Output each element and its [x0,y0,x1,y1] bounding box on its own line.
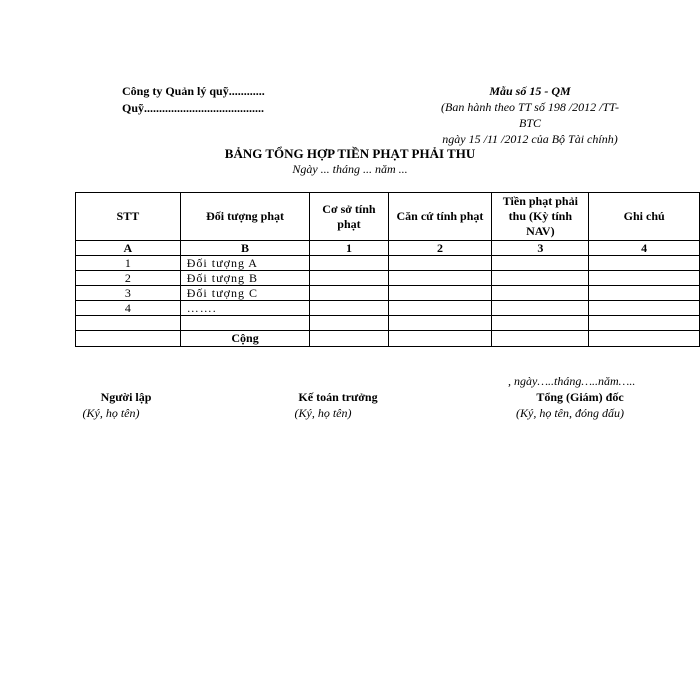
cell [492,301,589,316]
company-line: Công ty Quản lý quỹ............ [122,84,265,98]
cell [388,271,492,286]
row-stt [76,316,181,331]
index-cell: 3 [492,241,589,256]
cell [310,271,388,286]
row-object: Đối tượng A [180,256,310,271]
cell [76,331,181,347]
header-penalty-amount: Tiền phạt phải thu (Kỳ tính NAV) [492,193,589,241]
cell [589,301,700,316]
document-title: BẢNG TỔNG HỢP TIỀN PHẠT PHẢI THU [224,146,476,161]
cell [492,331,589,347]
accountant-block [268,389,408,421]
header-left [122,83,265,117]
row-stt: 3 [76,286,181,301]
issued-line-1: (Ban hành theo TT số 198 /2012 /TT-BTC [441,100,619,130]
table-index-row [76,241,700,256]
index-cell: B [180,241,310,256]
table-row [76,286,700,301]
cell [589,286,700,301]
cell [388,316,492,331]
table-total-row [76,331,700,347]
header-object: Đối tượng phạt [180,193,310,241]
table-header-row [76,193,700,241]
cell [310,256,388,271]
accountant-title: Kế toán trưởng [298,390,378,404]
fund-line: Quỹ........................................ [122,101,265,115]
row-object: Đối tượng C [180,286,310,301]
row-stt: 2 [76,271,181,286]
director-title: Tổng (Giám) đốc [536,390,624,404]
index-cell: 4 [589,241,700,256]
accountant-note: (Ký, họ tên) [294,406,352,420]
header-grounds: Căn cứ tính phạt [388,193,492,241]
cell [310,331,388,347]
form-code: Mẫu số 15 - QM [489,84,571,98]
cell [589,331,700,347]
cell [388,286,492,301]
cell [388,301,492,316]
row-object [180,316,310,331]
row-stt: 1 [76,256,181,271]
cell [310,316,388,331]
cell [589,256,700,271]
cell [492,286,589,301]
table-row [76,316,700,331]
director-block [490,389,670,421]
signature-date-line: , ngày…..tháng…..năm….. [508,374,636,388]
cell [589,316,700,331]
table-row [76,271,700,286]
cell [388,256,492,271]
header-stt: STT [76,193,181,241]
issued-line-2: ngày 15 /11 /2012 của Bộ Tài chính) [442,132,618,146]
table-row [76,256,700,271]
index-cell: 2 [388,241,492,256]
document-date-line: Ngày ... tháng ... năm ... [292,162,408,176]
row-object: ……. [180,301,310,316]
cell [388,331,492,347]
preparer-block [56,389,196,421]
cell [492,316,589,331]
cell [310,286,388,301]
cell [492,256,589,271]
cell [492,271,589,286]
cell [310,301,388,316]
header-basis: Cơ sở tính phạt [310,193,388,241]
header-notes: Ghi chú [589,193,700,241]
row-stt: 4 [76,301,181,316]
preparer-note: (Ký, họ tên) [82,406,140,420]
director-note: (Ký, họ tên, đóng dấu) [516,406,624,420]
row-object: Đối tượng B [180,271,310,286]
index-cell: A [76,241,181,256]
header-right [440,83,620,147]
preparer-title: Người lập [100,390,152,404]
penalty-table [75,192,700,347]
total-label: Cộng [180,331,310,347]
table-row [76,301,700,316]
cell [589,271,700,286]
index-cell: 1 [310,241,388,256]
